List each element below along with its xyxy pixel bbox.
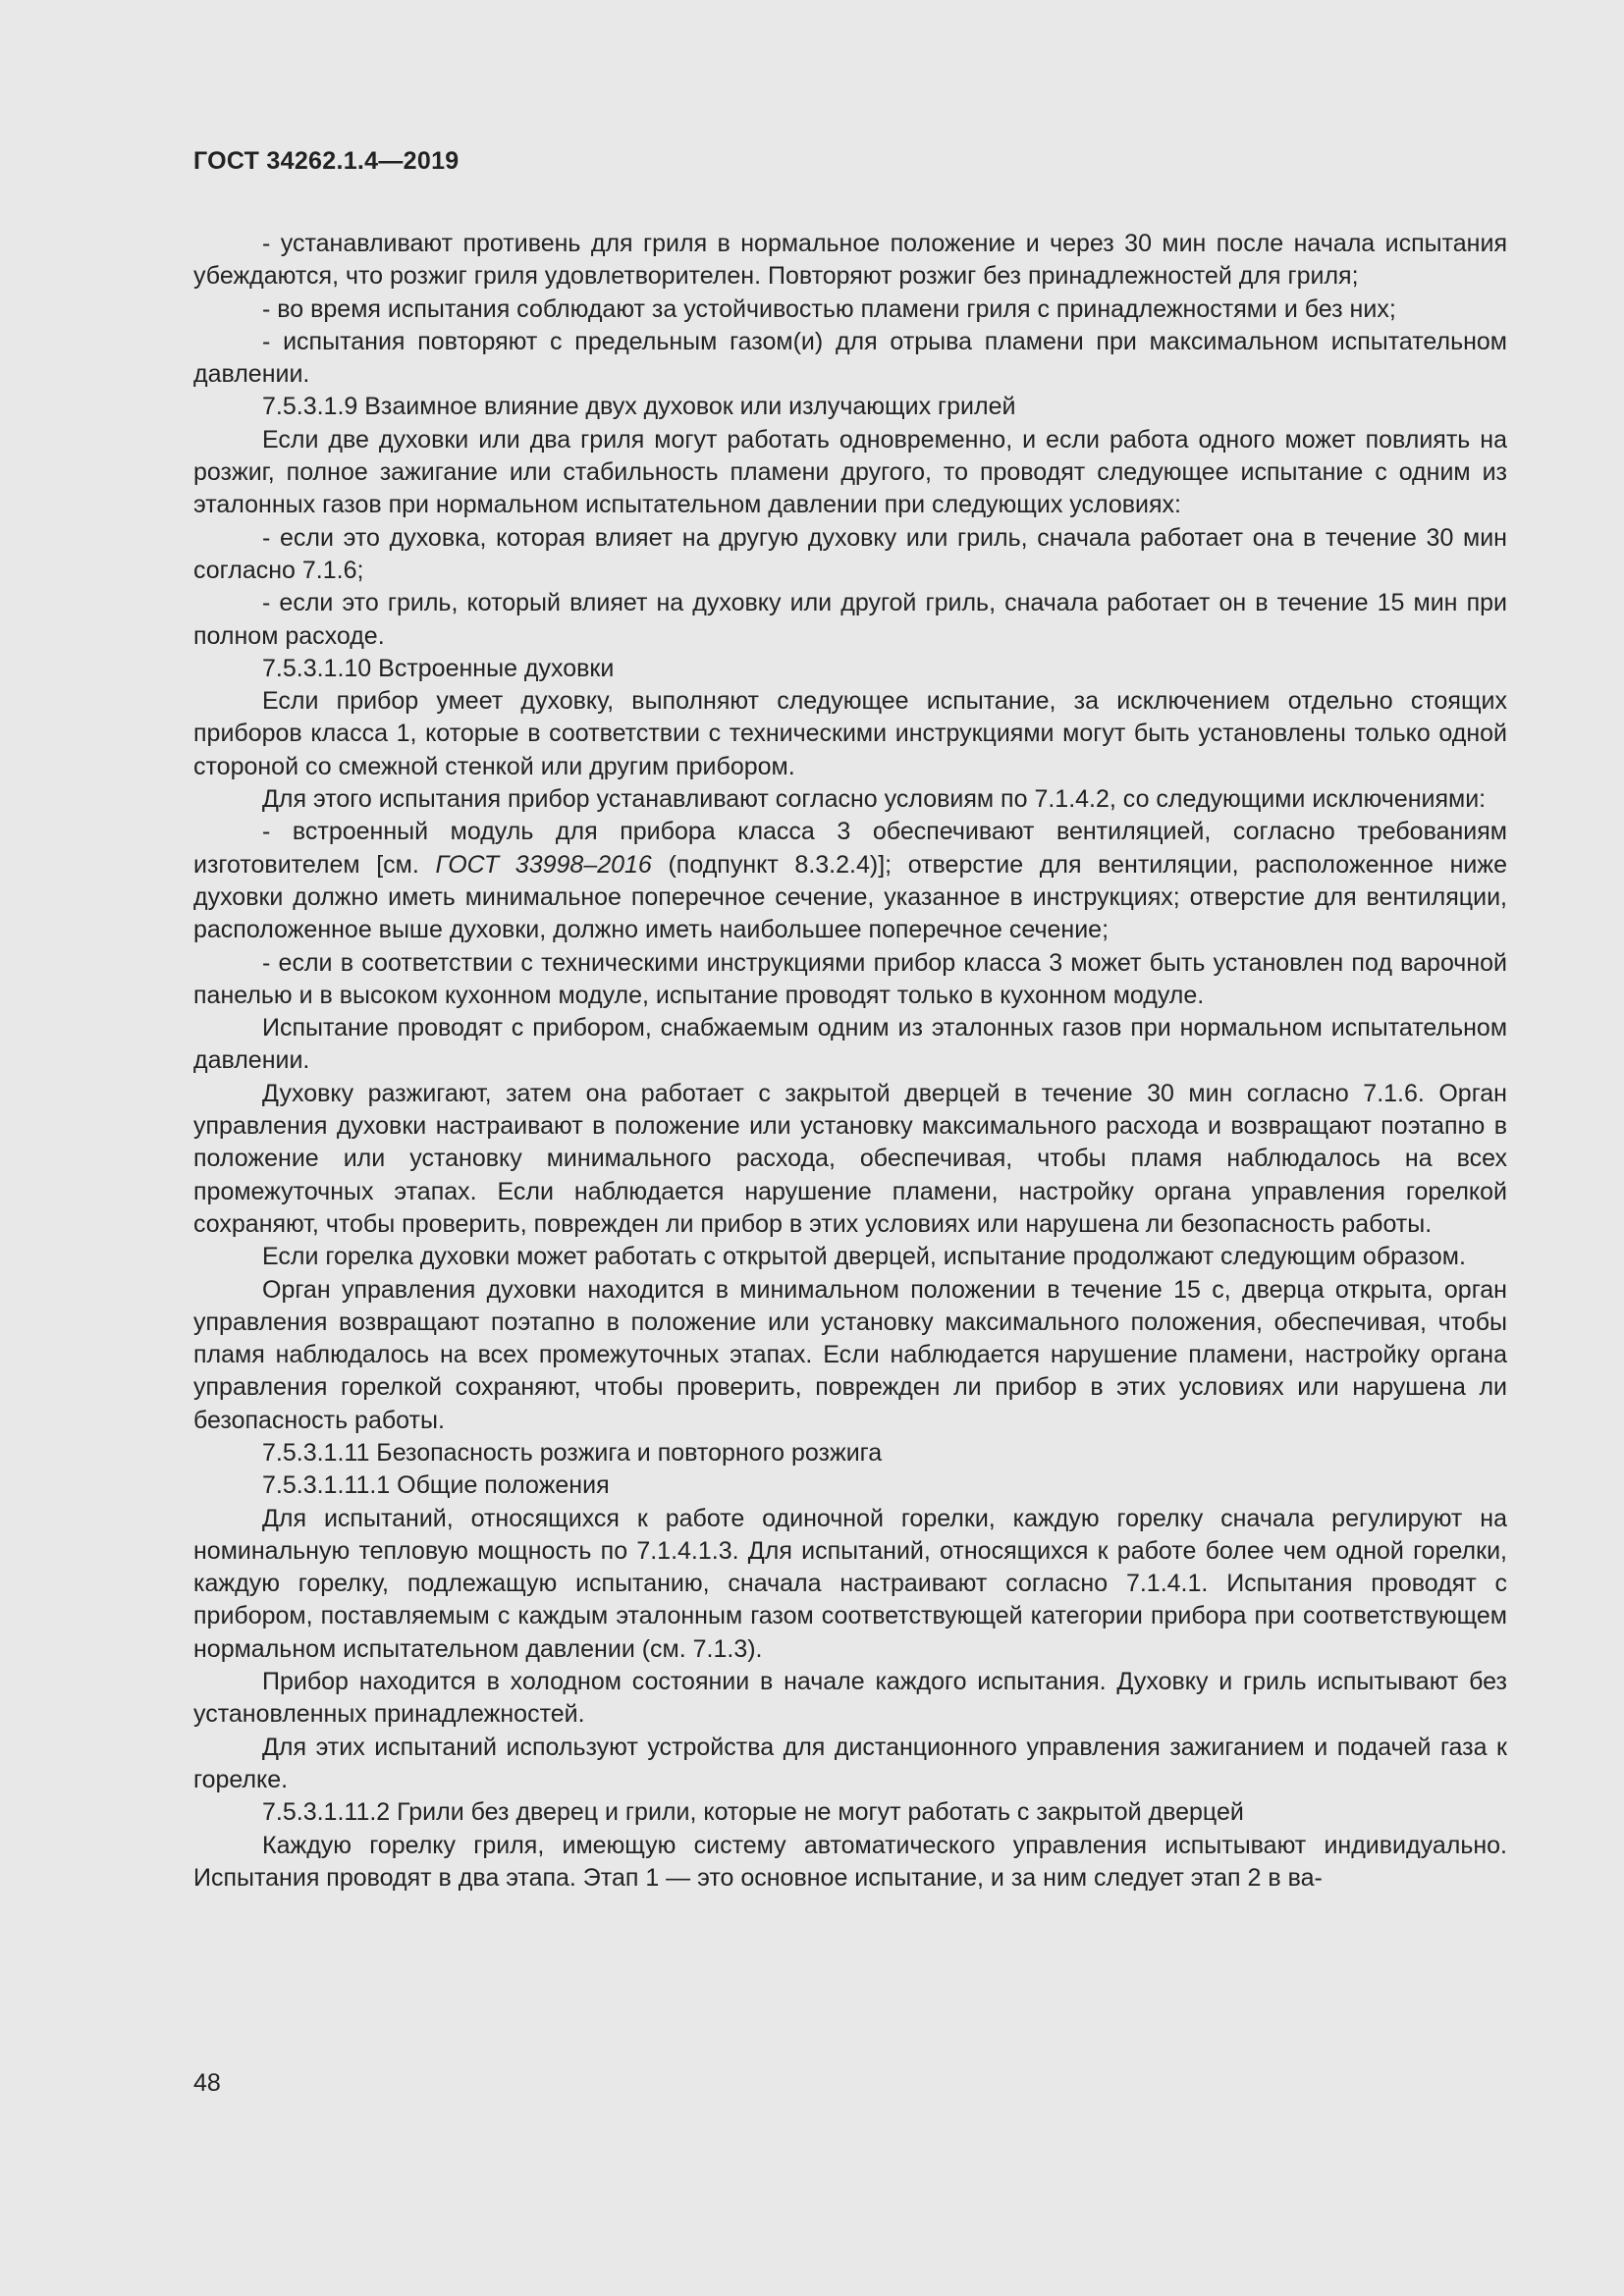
section-heading: 7.5.3.1.9 Взаимное влияние двух духовок или излучающих грилей — [262, 393, 1016, 421]
body-paragraph: Духовку разжигают, затем она работает с закрытой дверцей в течение 30 мин согласно 7.1.6. Орган управления духовки настраивают в положение или установку максимального расхода и возвращают поэтапно в положение или установку минимального расхода, обеспечивая, чтобы пламя наблюдалось на всех промежуточных этапах. Если наблюдается нарушение пламени, настройку органа управления горелкой сохраняют, чтобы проверить, поврежден ли прибор в этих условиях или нарушена ли безопасность работы. — [193, 1079, 1507, 1238]
body-paragraph: Для этого испытания прибор устанавливают согласно условиям по 7.1.4.2, со следующими исключениями: — [262, 785, 1487, 814]
list-item: - если это духовка, которая влияет на другую духовку или гриль, сначала работает она в течение 30 мин согласно 7.1.6; — [193, 523, 1507, 584]
body-paragraph: Если горелка духовки может работать с открытой дверцей, испытание продолжают следующим образом. — [262, 1243, 1466, 1271]
list-item: - если в соответствии с техническими инструкциями прибор класса 3 может быть установлен под варочной панелью и в высоком кухонном модуле, испытание проводят только в кухонном модуле. — [193, 948, 1507, 1009]
body-paragraph: Каждую горелку гриля, имеющую систему автоматического управления испытывают индивидуально. Испытания проводят в два этапа. Этап 1 — это основное испытание, и за ним следует этап 2 в ва- — [193, 1831, 1507, 1892]
document-body — [193, 228, 1507, 1895]
document-code-header: ГОСТ 34262.1.4—2019 — [193, 147, 460, 175]
list-item: - если это гриль, который влияет на духовку или другой гриль, сначала работает он в течение 15 мин при полном расходе. — [193, 589, 1507, 650]
list-item-text: - встроенный модуль для прибора класса 3 обеспечивают вентиляцией, согласно требованиям изготовителем [см. — [193, 818, 1507, 879]
list-item-text: (подпункт 8.3.2.4)]; отверстие для вентиляции, расположенное ниже духовки должно иметь минимальное поперечное сечение, указанное в инструкциях; отверстие для вентиляции, расположенное выше духовки, должно иметь наибольшее поперечное сечение; — [193, 850, 1507, 944]
standard-reference: ГОСТ 33998–2016 — [435, 850, 652, 879]
body-paragraph: Орган управления духовки находится в минимальном положении в течение 15 с, дверца открыта, орган управления возвращают поэтапно в положение или установку максимального положения, обеспечивая, чтобы пламя наблюдалось на всех промежуточных этапах. Если наблюдается нарушение пламени, настройку органа управления горелкой сохраняют, чтобы проверить, поврежден ли прибор в этих условиях или нарушена ли безопасность работы. — [193, 1275, 1507, 1434]
section-heading: 7.5.3.1.11 Безопасность розжига и повторного розжига — [262, 1438, 883, 1467]
section-heading: 7.5.3.1.10 Встроенные духовки — [262, 654, 615, 682]
body-paragraph: Для этих испытаний используют устройства для дистанционного управления зажиганием и подачей газа к горелке. — [193, 1733, 1507, 1793]
list-item: - устанавливают противень для гриля в нормальное положение и через 30 мин после начала испытания убеждаются, что розжиг гриля удовлетворителен. Повторяют розжиг без принадлежностей для гриля; — [193, 230, 1507, 291]
body-paragraph: Прибор находится в холодном состоянии в начале каждого испытания. Духовку и гриль испытывают без установленных принадлежностей. — [193, 1668, 1507, 1729]
body-paragraph: Если две духовки или два гриля могут работать одновременно, и если работа одного может повлиять на розжиг, полное зажигание или стабильность пламени другого, то проводят следующее испытание с одним из эталонных газов при нормальном испытательном давлении при следующих условиях: — [193, 425, 1507, 519]
body-paragraph: Если прибор умеет духовку, выполняют следующее испытание, за исключением отдельно стоящих приборов класса 1, которые в соответствии с техническими инструкциями могут быть установлены только одной стороной со смежной стенкой или другим прибором. — [193, 687, 1507, 780]
section-heading: 7.5.3.1.11.1 Общие положения — [262, 1471, 610, 1500]
page-number: 48 — [193, 2069, 221, 2097]
list-item: - испытания повторяют с предельным газом(и) для отрыва пламени при максимальном испытательном давлении. — [193, 327, 1507, 389]
section-heading: 7.5.3.1.11.2 Грили без дверец и грили, которые не могут работать с закрытой дверцей — [262, 1798, 1244, 1827]
list-item: - во время испытания соблюдают за устойчивостью пламени гриля с принадлежностями и без них; — [262, 294, 1396, 323]
body-paragraph: Для испытаний, относящихся к работе одиночной горелки, каждую горелку сначала регулируют на номинальную тепловую мощность по 7.1.4.1.3. Для испытаний, относящихся к работе более чем одной горелки, каждую горелку, подлежащую испытанию, сначала настраивают согласно 7.1.4.1. Испытания проводят с прибором, поставляемым с каждым эталонным газом соответствующей категории прибора при соответствующем нормальном испытательном давлении (см. 7.1.3). — [193, 1504, 1507, 1663]
list-item — [193, 816, 1507, 946]
body-paragraph: Испытание проводят с прибором, снабжаемым одним из эталонных газов при нормальном испытательном давлении. — [193, 1014, 1507, 1075]
